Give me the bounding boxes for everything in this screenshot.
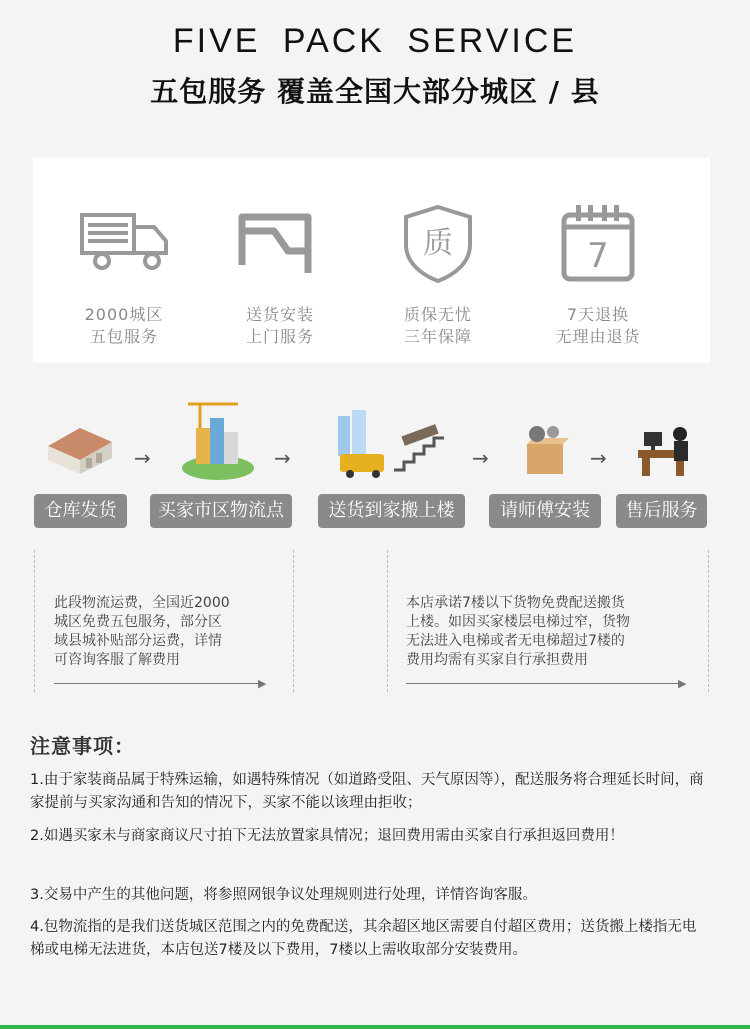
calendar-badge-text: 7	[587, 236, 609, 276]
note-arrow-head: ▶	[678, 677, 687, 690]
flow-arrow: →	[134, 446, 151, 470]
flow-step-after-sales: 售后服务	[616, 494, 707, 528]
dashed-divider	[34, 550, 35, 692]
flow-step-warehouse: 仓库发货	[34, 494, 127, 528]
flow-step-delivery: 送货到家搬上楼	[318, 494, 465, 528]
truck-icon	[74, 203, 174, 283]
flow-arrow: →	[274, 446, 291, 470]
service-line1: 送货安装	[245, 305, 314, 324]
service-card	[33, 158, 710, 363]
flow-arrow: →	[472, 446, 489, 470]
service-line1: 质保无忧	[403, 305, 472, 324]
note-left: 此段物流运费，全国近2000 城区免费五包服务，部分区 域县城补贴部分运费，详情 可咨询客服了解费用	[54, 595, 230, 668]
note-arrow-line	[406, 683, 682, 684]
quality-shield-icon	[388, 203, 488, 283]
service-line2: 无理由退货	[555, 327, 641, 346]
notice-item: 3.交易中产生的其他问题，将参照网银争议处理规则进行处理，详情咨询客服。	[30, 887, 537, 903]
dashed-divider	[387, 550, 388, 692]
notice-item: 2.如遇买家未与商家商议尺寸拍下无法放置家具情况；退回费用需由买家自行承担返回费用！	[30, 828, 624, 844]
notice-item: 1.由于家装商品属于特殊运输，如遇特殊情况（如道路受阻、天气原因等），配送服务将合理延长时间，商家提前与买家沟通和告知的情况下，买家不能以该理由拒收；	[30, 772, 704, 811]
flow-step-install: 请师傅安装	[489, 494, 601, 528]
shield-badge-text: 质	[423, 226, 453, 261]
service-line1: 2000城区	[84, 305, 164, 324]
flow-arrow: →	[590, 446, 607, 470]
service-line2: 上门服务	[245, 327, 314, 346]
bottom-accent-bar	[0, 1025, 750, 1029]
delivery-stairs-icon	[330, 410, 460, 480]
note-right: 本店承诺7楼以下货物免费配送搬货 上楼。如因买家楼层电梯过窄，货物 无法进入电梯或者无电梯超过7楼的 费用均需有买家自行承担费用	[406, 595, 630, 668]
calendar-icon	[548, 203, 648, 283]
flow-step-city-logistics: 买家市区物流点	[150, 494, 292, 528]
city-logistics-icon	[178, 398, 258, 482]
title-english: FIVE PACK SERVICE	[172, 22, 578, 60]
notice-item: 4.包物流指的是我们送货城区范围之内的免费配送，其余超区地区需要自付超区费用；送货搬上楼指无电梯或电梯无法进货，本店包送7楼及以下费用，7楼以上需收取部分安装费用。	[30, 919, 697, 958]
dashed-divider	[293, 550, 294, 692]
service-line2: 三年保障	[403, 327, 472, 346]
notice-title: 注意事项：	[30, 734, 135, 758]
install-tool-icon	[230, 203, 330, 283]
title-chinese: 五包服务 覆盖全国大部分城区 / 县	[150, 75, 600, 108]
warehouse-icon	[42, 418, 118, 478]
service-line1: 7天退换	[566, 305, 630, 324]
note-arrow-head: ▶	[258, 677, 267, 690]
note-arrow-line	[54, 683, 262, 684]
gears-box-icon	[515, 424, 575, 478]
dashed-divider	[708, 550, 709, 692]
customer-service-icon	[634, 420, 698, 478]
service-line2: 五包服务	[89, 327, 158, 346]
